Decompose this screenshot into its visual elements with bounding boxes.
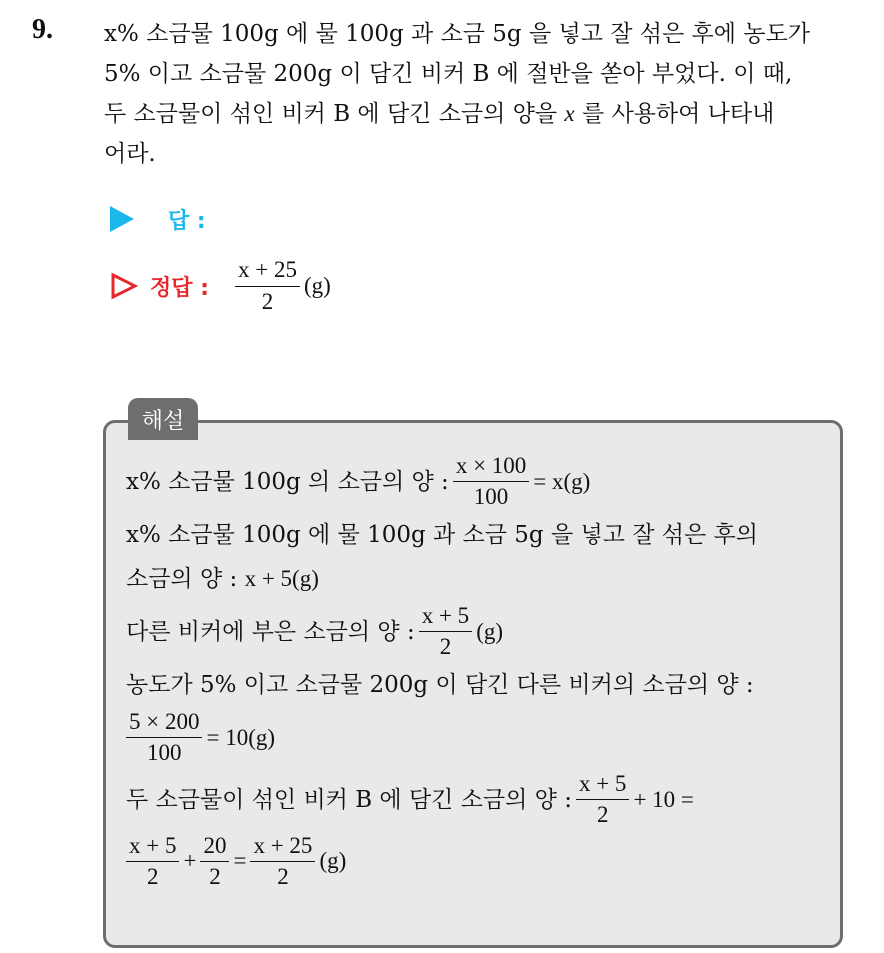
fraction — [419, 603, 472, 661]
question-line-3-start: 두 소금물이 섞인 비커 B 에 담긴 소금의 양을 — [104, 101, 558, 127]
solution-line-7 — [126, 771, 826, 829]
solution-line-5: 농도가 5% 이고 소금물 200g 이 담긴 다른 비커의 소금의 양 : — [126, 671, 754, 698]
solution-line-7-text: 두 소금물이 섞인 비커 B 에 담긴 소금의 양 : — [126, 786, 572, 813]
solution-line-6 — [126, 709, 826, 767]
question-line-4: 어라. — [104, 141, 156, 167]
math-expression: = x(g) — [533, 468, 591, 494]
math-expression: x + 5(g) — [244, 565, 319, 591]
fraction — [126, 833, 179, 891]
plus-sign: + — [183, 848, 197, 874]
denominator: 2 — [439, 634, 452, 660]
math-expression: = 10(g) — [206, 724, 276, 750]
denominator: 2 — [596, 802, 609, 828]
solution-line-3 — [126, 559, 826, 599]
question-line-1: x% 소금물 100g 에 물 100g 과 소금 5g 을 넣고 잘 섞은 후에 농도가 — [104, 21, 810, 47]
denominator: 2 — [209, 863, 221, 889]
question-line-3 — [104, 94, 864, 134]
math-expression: + 10 = — [633, 786, 694, 812]
fraction — [576, 771, 629, 829]
numerator: x + 5 — [576, 771, 629, 800]
denominator: 100 — [473, 484, 509, 510]
numerator: x + 5 — [419, 603, 472, 632]
fraction — [126, 709, 202, 767]
denominator: 2 — [146, 863, 159, 889]
correct-answer-denominator: 2 — [261, 288, 274, 314]
fraction — [250, 833, 315, 891]
answer-blank-row — [110, 202, 206, 236]
fraction — [200, 833, 229, 891]
equals-sign: = — [233, 848, 247, 874]
correct-answer-unit: (g) — [303, 273, 331, 298]
solution-tab: 해설 — [128, 398, 198, 440]
question-variable: x — [564, 101, 575, 126]
unit: (g) — [319, 848, 347, 874]
solution-line-3-text: 소금의 양 : — [126, 565, 238, 592]
question-number: 9. — [32, 14, 53, 45]
solution-box — [103, 420, 843, 948]
numerator: x + 5 — [126, 833, 179, 862]
solution-content — [126, 453, 826, 894]
question-line-3-end: 를 사용하여 나타내 — [581, 101, 775, 127]
question-line-2: 5% 이고 소금물 200g 이 담긴 비커 B 에 절반을 쏟아 부었다. 이 때, — [104, 61, 793, 87]
correct-answer-fraction — [235, 257, 300, 315]
fraction — [453, 453, 529, 511]
correct-answer-label: 정답 : — [150, 275, 209, 301]
solution-line-8 — [126, 833, 826, 891]
numerator: x × 100 — [453, 453, 529, 482]
solution-line-1-text: x% 소금물 100g 의 소금의 양 : — [126, 468, 449, 495]
numerator: 5 × 200 — [126, 709, 202, 738]
answer-label: 답 : — [168, 208, 206, 234]
solution-line-2: x% 소금물 100g 에 물 100g 과 소금 5g 을 넣고 잘 섞은 후의 — [126, 521, 758, 548]
solution-line-4-text: 다른 비커에 부은 소금의 양 : — [126, 618, 415, 645]
denominator: 2 — [277, 863, 289, 889]
correct-answer-numerator: x + 25 — [235, 257, 300, 286]
correct-answer-row — [110, 256, 331, 316]
question-text — [104, 14, 864, 174]
math-expression: (g) — [476, 618, 504, 644]
numerator: 20 — [200, 833, 229, 862]
solution-line-1 — [126, 453, 826, 511]
play-triangle-icon — [110, 206, 134, 232]
denominator: 100 — [146, 740, 182, 766]
outline-triangle-icon — [110, 272, 138, 300]
solution-line-4 — [126, 603, 826, 661]
numerator: x + 25 — [250, 833, 315, 862]
